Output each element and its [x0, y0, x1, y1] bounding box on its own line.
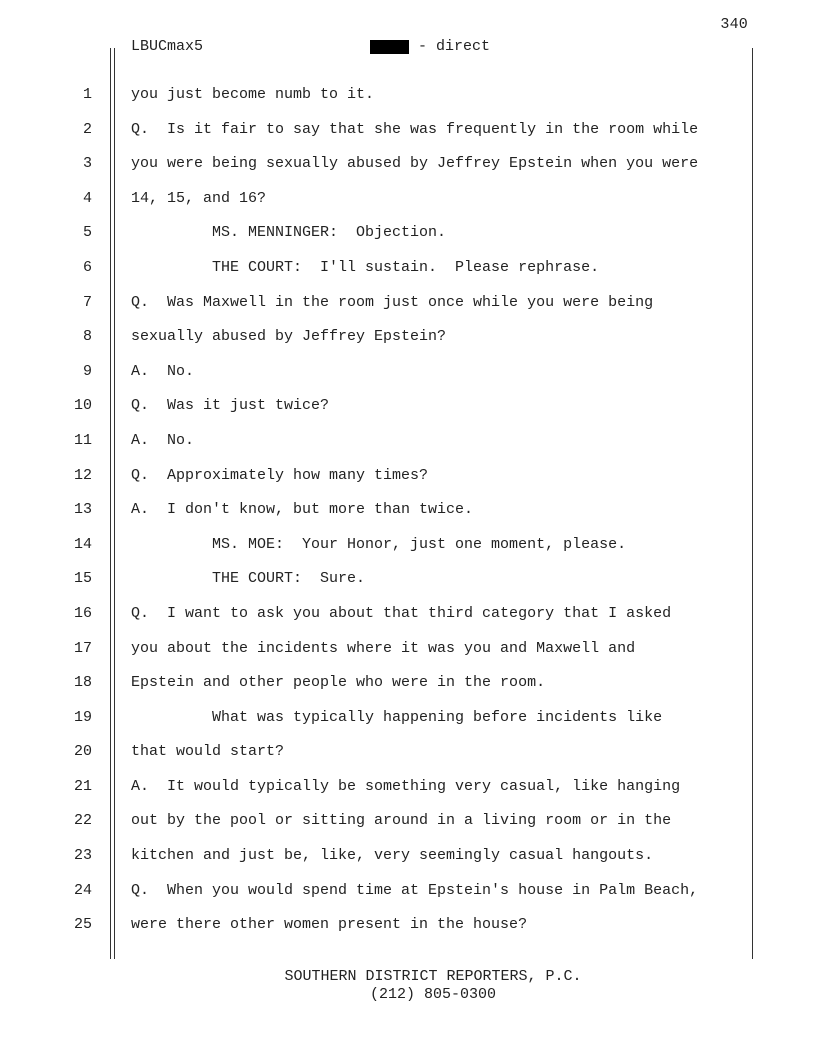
transcript-line — [0, 499, 816, 534]
line-text: Q. Is it fair to say that she was frequently in the room while — [131, 120, 699, 138]
line-number: 6 — [82, 258, 92, 276]
transcript-line — [0, 534, 816, 569]
transcript-line — [0, 292, 816, 327]
transcript-line — [0, 672, 816, 707]
line-number: 8 — [82, 328, 92, 346]
examination-type: - direct — [418, 38, 491, 55]
transcript-line — [0, 638, 816, 673]
transcript-line — [0, 880, 816, 915]
transcript-line — [0, 810, 816, 845]
line-text: A. I don't know, but more than twice. — [131, 501, 474, 519]
line-text: Q. When you would spend time at Epstein's house in Palm Beach, — [131, 881, 699, 899]
line-number: 19 — [73, 708, 92, 726]
line-number: 14 — [73, 535, 92, 553]
witness-header — [370, 38, 490, 55]
line-text: you just become numb to it. — [131, 86, 375, 103]
line-number: 2 — [82, 120, 92, 138]
transcript-line — [0, 361, 816, 396]
line-text: Q. Was Maxwell in the room just once while you were being — [131, 293, 654, 311]
line-text: Q. I want to ask you about that third category that I asked — [131, 604, 672, 622]
transcript-line — [0, 188, 816, 223]
transcript-line — [0, 430, 816, 465]
line-number: 4 — [82, 189, 92, 207]
line-text: that would start? — [131, 743, 285, 761]
transcript-line — [0, 776, 816, 811]
line-number: 12 — [73, 466, 92, 484]
line-number: 21 — [73, 777, 92, 795]
reporter-phone: (212) 805-0300 — [369, 986, 497, 1003]
line-text: sexually abused by Jeffrey Epstein? — [131, 328, 447, 346]
line-number: 5 — [82, 224, 92, 242]
page-number: 340 — [720, 16, 748, 33]
line-number: 17 — [73, 639, 92, 657]
line-text: MS. MOE: Your Honor, just one moment, please. — [131, 535, 627, 553]
line-text: A. No. — [131, 362, 195, 380]
transcript-line — [0, 845, 816, 880]
transcript-line — [0, 84, 816, 119]
transcript-line — [0, 603, 816, 638]
line-text: A. No. — [131, 431, 195, 449]
line-number: 16 — [73, 604, 92, 622]
line-number: 20 — [73, 743, 92, 761]
line-number: 18 — [73, 674, 92, 692]
line-text: THE COURT: Sure. — [131, 570, 366, 588]
line-text: you were being sexually abused by Jeffrey Epstein when you were — [131, 155, 699, 173]
reporter-name: SOUTHERN DISTRICT REPORTERS, P.C. — [284, 968, 582, 985]
transcript-line — [0, 914, 816, 949]
line-text: out by the pool or sitting around in a living room or in the — [131, 812, 672, 830]
line-number: 3 — [82, 155, 92, 173]
line-text: Q. Was it just twice? — [131, 397, 330, 415]
line-text: you about the incidents where it was you and Maxwell and — [131, 639, 636, 657]
line-text: A. It would typically be something very casual, like hanging — [131, 777, 681, 795]
line-number: 7 — [82, 293, 92, 311]
transcript-line — [0, 395, 816, 430]
transcript-line — [0, 568, 816, 603]
line-number: 23 — [73, 847, 92, 865]
line-number: 10 — [73, 397, 92, 415]
line-number: 11 — [73, 431, 92, 449]
line-text: 14, 15, and 16? — [131, 189, 267, 207]
footer — [0, 968, 816, 1004]
line-number: 25 — [73, 916, 92, 934]
line-number: 1 — [82, 86, 92, 103]
line-text: Epstein and other people who were in the room. — [131, 674, 546, 692]
line-text: MS. MENNINGER: Objection. — [131, 224, 447, 242]
line-number: 9 — [82, 362, 92, 380]
transcript-line — [0, 326, 816, 361]
transcript-line — [0, 707, 816, 742]
line-number: 15 — [73, 570, 92, 588]
line-text: kitchen and just be, like, very seemingly casual hangouts. — [131, 847, 654, 865]
line-number: 13 — [73, 501, 92, 519]
transcript-line — [0, 119, 816, 154]
transcript-line — [0, 222, 816, 257]
transcript-body — [0, 84, 816, 949]
case-id: LBUCmax5 — [131, 38, 204, 55]
transcript-line — [0, 465, 816, 500]
line-text: Q. Approximately how many times? — [131, 466, 429, 484]
line-text: THE COURT: I'll sustain. Please rephrase. — [131, 258, 600, 276]
line-text: were there other women present in the house? — [131, 916, 528, 934]
transcript-line — [0, 153, 816, 188]
transcript-line — [0, 741, 816, 776]
transcript-line — [0, 257, 816, 292]
line-number: 22 — [73, 812, 92, 830]
line-number: 24 — [73, 881, 92, 899]
line-text: What was typically happening before incidents like — [131, 708, 663, 726]
redaction-block — [370, 40, 409, 54]
